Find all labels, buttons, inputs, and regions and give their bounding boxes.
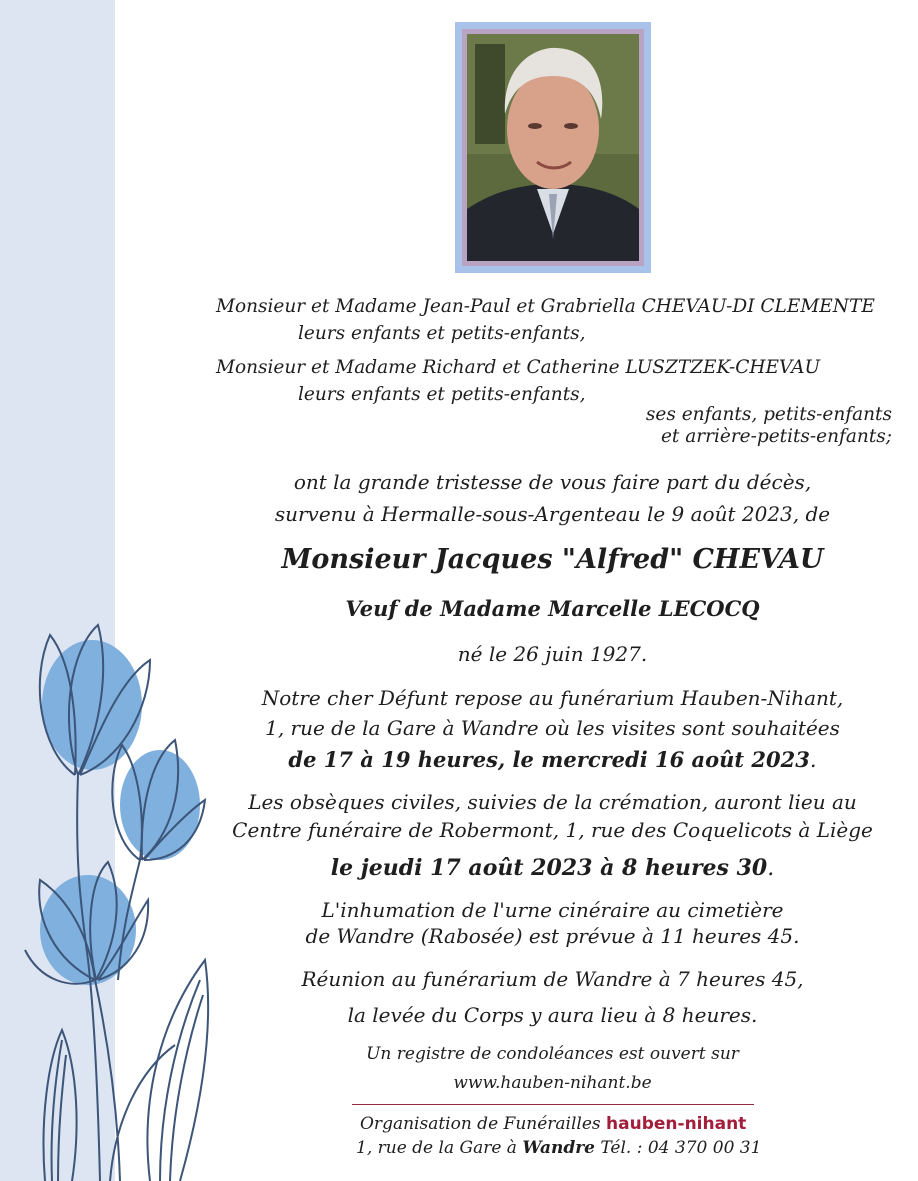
register-url[interactable]: www.hauben-nihant.be <box>453 1073 652 1093</box>
family-line-2: Monsieur et Madame Richard et Catherine LUSZTZEK-CHEVAU <box>216 357 821 378</box>
family-line-2-sub: leurs enfants et petits-enfants, <box>298 384 586 405</box>
ceremony-when-end: . <box>767 856 775 881</box>
deceased-name: Monsieur Jacques "Alfred" CHEVAU <box>281 544 824 575</box>
ceremony-when <box>175 855 918 881</box>
ceremony-line-2: Centre funéraire de Robermont, 1, rue des Coquelicots à Liège <box>232 818 873 842</box>
portrait-mat <box>462 29 644 266</box>
visitation-line-1: Notre cher Défunt repose au funérarium Hauben-Nihant, <box>261 686 844 710</box>
announce-line-2: survenu à Hermalle-sous-Argenteau le 9 août 2023, de <box>274 502 831 526</box>
footer-address <box>356 1138 761 1158</box>
interment-line-1: L'inhumation de l'urne cinéraire au cimetière <box>321 898 784 922</box>
brand-logo: hauben-nihant <box>606 1114 747 1134</box>
footer-divider <box>352 1104 754 1105</box>
footer-org-label: Organisation de Funérailles <box>360 1114 601 1134</box>
announce-line-1: ont la grande tristesse de vous faire part du décès, <box>293 470 812 494</box>
visitation-line-2: 1, rue de la Gare à Wandre où les visites sont souhaitées <box>265 716 840 740</box>
footer-org <box>360 1114 746 1134</box>
relation-line-2: et arrière-petits-enfants; <box>660 426 892 447</box>
family-line-1: Monsieur et Madame Jean-Paul et Grabriella CHEVAU-DI CLEMENTE <box>216 296 875 317</box>
visitation-when-text: de 17 à 19 heures, le mercredi 16 août 2023 <box>288 747 810 772</box>
relation-line-1: ses enfants, petits-enfants <box>645 404 892 425</box>
meeting-line-1: Réunion au funérarium de Wandre à 7 heures 45, <box>301 967 804 991</box>
footer-address-city: Wandre <box>522 1138 595 1158</box>
portrait-photo <box>467 34 639 261</box>
footer-address-pre: 1, rue de la Gare à <box>356 1138 517 1158</box>
ceremony-when-text: le jeudi 17 août 2023 à 8 heures 30 <box>330 855 768 881</box>
ceremony-line-1: Les obsèques civiles, suivies de la crémation, auront lieu au <box>248 790 857 814</box>
meeting-line-2: la levée du Corps y aura lieu à 8 heures. <box>347 1003 758 1027</box>
register-line: Un registre de condoléances est ouvert sur <box>366 1044 739 1064</box>
birth-line: né le 26 juin 1927. <box>457 642 648 666</box>
visitation-when-end: . <box>809 748 817 772</box>
portrait-frame <box>455 22 651 273</box>
family-line-1-sub: leurs enfants et petits-enfants, <box>298 323 586 344</box>
footer-phone: Tél. : 04 370 00 31 <box>600 1138 762 1158</box>
interment-line-2: de Wandre (Rabosée) est prévue à 11 heures 45. <box>305 924 800 948</box>
spouse-line: Veuf de Madame Marcelle LECOCQ <box>345 596 760 621</box>
visitation-when <box>175 747 918 772</box>
